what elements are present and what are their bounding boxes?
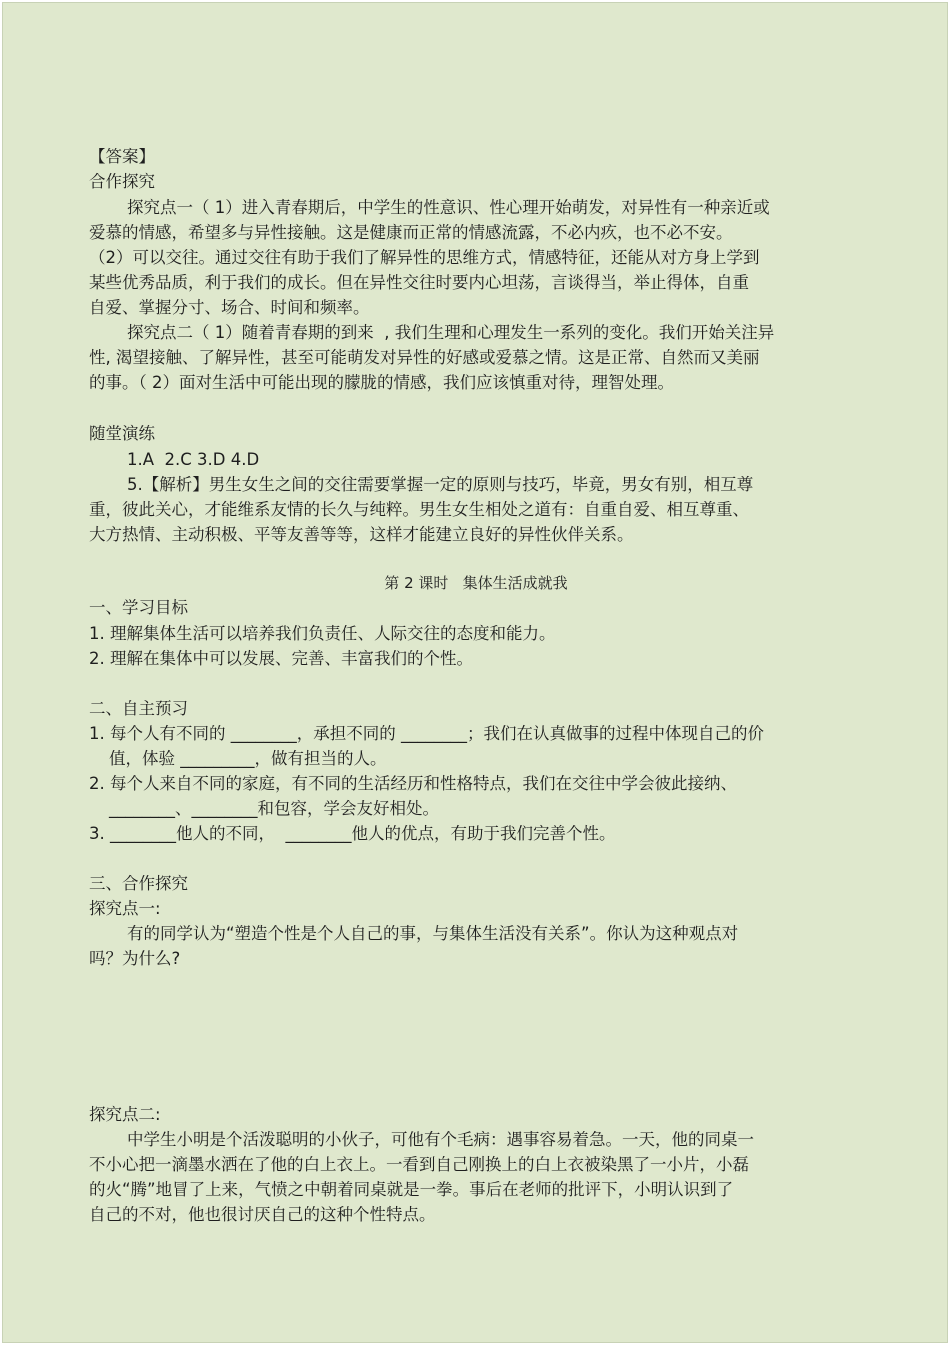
point2-label: 探究点二:: [89, 1105, 161, 1124]
practice-answers: 1.A 2.C 3.D 4.D: [127, 450, 260, 469]
preview-line: 1. 每个人有不同的 ________，承担不同的 ________；我们在认真做事的过程中体现自己的价: [89, 724, 764, 743]
point1-line: 吗？为什么?: [89, 949, 181, 968]
point1-label: 探究点一:: [89, 899, 161, 918]
preview-line: ________、________和包容，学会友好相处。: [109, 799, 439, 818]
answer-line: 探究点一（ 1）进入青春期后，中学生的性意识、性心理开始萌发，对异性有一种亲近或: [127, 198, 770, 217]
answer-line: 探究点二（ 1）随着青春期的到来 , 我们生理和心理发生一系列的变化。我们开始关注异: [127, 323, 775, 342]
answer-line: （2）可以交往。通过交往有助于我们了解异性的思维方式，情感特征，还能从对方身上学到: [89, 248, 760, 267]
answer-title: 【答案】: [89, 147, 155, 166]
answer-line: 性, 渴望接触、了解异性，甚至可能萌发对异性的好感或爱慕之情。这是正常、自然而又美丽: [89, 348, 760, 367]
document-page: [2, 2, 948, 1343]
preview-heading: 二、自主预习: [89, 699, 188, 718]
point2-line: 不小心把一滴墨水洒在了他的白上衣上。一看到自己刚换上的白上衣被染黑了一小片，小磊: [89, 1155, 749, 1174]
coop-heading: 三、合作探究: [89, 874, 188, 893]
answer-line: 自爱、掌握分寸、场合、时间和频率。: [89, 298, 370, 317]
practice-line: 大方热情、主动积极、平等友善等等，这样才能建立良好的异性伙伴关系。: [89, 525, 634, 544]
answer-line: 某些优秀品质，利于我们的成长。但在异性交往时要内心坦荡，言谈得当，举止得体，自重: [89, 273, 749, 292]
point1-line: 有的同学认为“塑造个性是个人自己的事，与集体生活没有关系”。你认为这种观点对: [127, 924, 739, 943]
goal-item: 2. 理解在集体中可以发展、完善、丰富我们的个性。: [89, 649, 473, 668]
preview-line: 3. ________他人的不同， ________他人的优点，有助于我们完善个性。: [89, 824, 616, 843]
practice-line: 5.【解析】男生女生之间的交往需要掌握一定的原则与技巧，毕竟，男女有别，相互尊: [127, 475, 754, 494]
practice-heading: 随堂演练: [89, 424, 155, 443]
point2-line: 自己的不对，他也很讨厌自己的这种个性特点。: [89, 1205, 436, 1224]
preview-line: 值，体验 _________，做有担当的人。: [109, 749, 387, 768]
lesson-title: 第 2 课时 集体生活成就我: [384, 574, 568, 592]
goals-heading: 一、学习目标: [89, 598, 188, 617]
answer-coop-heading: 合作探究: [89, 172, 155, 191]
answer-line: 爱慕的情感，希望多与异性接触。这是健康而正常的情感流露，不必内疚，也不必不安。: [89, 223, 733, 242]
point2-line: 的火“腾”地冒了上来，气愤之中朝着同桌就是一拳。事后在老师的批评下，小明认识到了: [89, 1180, 734, 1199]
preview-line: 2. 每个人来自不同的家庭，有不同的生活经历和性格特点，我们在交往中学会彼此接纳、: [89, 774, 737, 793]
point2-line: 中学生小明是个活泼聪明的小伙子，可他有个毛病：遇事容易着急。一天，他的同桌一: [127, 1130, 754, 1149]
practice-line: 重，彼此关心，才能维系友情的长久与纯粹。男生女生相处之道有：自重自爱、相互尊重、: [89, 500, 749, 519]
answer-line: 的事。（ 2）面对生活中可能出现的朦胧的情感，我们应该慎重对待，理智处理。: [89, 373, 674, 392]
goal-item: 1. 理解集体生活可以培养我们负责任、人际交往的态度和能力。: [89, 624, 556, 643]
